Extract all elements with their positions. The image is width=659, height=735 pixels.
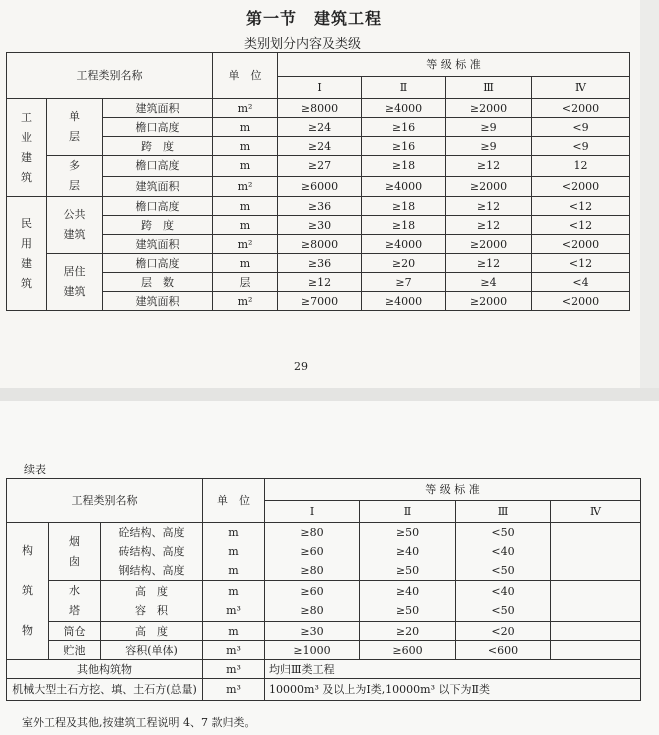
cell: <9 bbox=[532, 118, 630, 137]
cell: ≥2000 bbox=[446, 99, 532, 118]
cell: ≥2000 bbox=[446, 176, 532, 197]
book-edge bbox=[640, 0, 659, 388]
cell: <2000 bbox=[532, 235, 630, 254]
header-name: 工程类别名称 bbox=[7, 53, 213, 99]
row-unit: m bbox=[203, 622, 265, 641]
chimney-level-3: <50 <40 <50 bbox=[456, 523, 551, 581]
row-item: 建筑面积 bbox=[103, 235, 213, 254]
row-item: 檐口高度 bbox=[103, 254, 213, 273]
civil-building-label: 民 用 建 筑 bbox=[7, 197, 47, 311]
level-2: Ⅱ bbox=[362, 77, 446, 99]
header-unit: 单 位 bbox=[213, 53, 278, 99]
chimney-label: 烟 囱 bbox=[49, 523, 101, 581]
cell: ≥12 bbox=[446, 197, 532, 216]
row-unit: 层 bbox=[213, 273, 278, 292]
page-number: 29 bbox=[294, 360, 308, 373]
earthwork-rule: 10000m³ 及以上为Ⅰ类,10000m³ 以下为Ⅱ类 bbox=[265, 679, 641, 701]
cell: <2000 bbox=[532, 99, 630, 118]
row-unit: m bbox=[213, 118, 278, 137]
cell: <4 bbox=[532, 273, 630, 292]
cell: ≥16 bbox=[362, 118, 446, 137]
level-4: Ⅳ bbox=[532, 77, 630, 99]
cell: ≥12 bbox=[446, 216, 532, 235]
row-item: 檐口高度 bbox=[103, 156, 213, 177]
row-item: 层 数 bbox=[103, 273, 213, 292]
classification-table-1 bbox=[6, 52, 630, 311]
cell: ≥36 bbox=[278, 197, 362, 216]
cell: ≥9 bbox=[446, 137, 532, 156]
row-item: 高 度 bbox=[101, 622, 203, 641]
row-unit: m bbox=[213, 197, 278, 216]
tower-units: m m³ bbox=[203, 581, 265, 622]
row-unit: m bbox=[213, 254, 278, 273]
tower-level-4 bbox=[551, 581, 641, 622]
cell: ≥16 bbox=[362, 137, 446, 156]
level-4: Ⅳ bbox=[551, 501, 641, 523]
chimney-level-2: ≥50 ≥40 ≥50 bbox=[360, 523, 456, 581]
cell: <12 bbox=[532, 254, 630, 273]
chimney-units: m m m bbox=[203, 523, 265, 581]
section-title: 第一节 建筑工程 bbox=[246, 9, 383, 28]
level-2: Ⅱ bbox=[360, 501, 456, 523]
cell: ≥24 bbox=[278, 137, 362, 156]
cell: <600 bbox=[456, 641, 551, 660]
header-grade: 等 级 标 准 bbox=[278, 53, 630, 77]
chimney-level-1: ≥80 ≥60 ≥80 bbox=[265, 523, 360, 581]
row-unit: m bbox=[213, 137, 278, 156]
tower-items: 高 度 容 积 bbox=[101, 581, 203, 622]
cell: ≥1000 bbox=[265, 641, 360, 660]
industrial-building-label: 工 业 建 筑 bbox=[7, 99, 47, 197]
row-unit: m bbox=[213, 216, 278, 235]
cell: ≥24 bbox=[278, 118, 362, 137]
cell: ≥4000 bbox=[362, 292, 446, 311]
pool-label: 贮池 bbox=[49, 641, 101, 660]
earthwork-label: 机械大型土石方挖、填、土石方(总量) bbox=[7, 679, 203, 701]
cell: <12 bbox=[532, 216, 630, 235]
level-3: Ⅲ bbox=[456, 501, 551, 523]
level-3: Ⅲ bbox=[446, 77, 532, 99]
cell bbox=[551, 622, 641, 641]
header-grade: 等 级 标 准 bbox=[265, 479, 641, 501]
cell: ≥18 bbox=[362, 216, 446, 235]
cell: ≥36 bbox=[278, 254, 362, 273]
page-gap bbox=[0, 388, 659, 401]
table-subtitle: 类别划分内容及类级 bbox=[244, 37, 362, 52]
single-storey-label: 单 层 bbox=[47, 99, 103, 156]
cell: ≥4000 bbox=[362, 235, 446, 254]
header-name: 工程类别名称 bbox=[7, 479, 203, 523]
other-structures-label: 其他构筑物 bbox=[7, 660, 203, 679]
multi-storey-label: 多 层 bbox=[47, 156, 103, 197]
row-item: 容积(单体) bbox=[101, 641, 203, 660]
cell: ≥4000 bbox=[362, 176, 446, 197]
silo-label: 筒仓 bbox=[49, 622, 101, 641]
cell bbox=[551, 641, 641, 660]
cell: <9 bbox=[532, 137, 630, 156]
cell: <2000 bbox=[532, 176, 630, 197]
cell: ≥27 bbox=[278, 156, 362, 177]
row-item: 建筑面积 bbox=[103, 176, 213, 197]
row-item: 跨 度 bbox=[103, 216, 213, 235]
level-1: Ⅰ bbox=[265, 501, 360, 523]
residential-building-label: 居住 建筑 bbox=[47, 254, 103, 311]
page-continued bbox=[0, 401, 659, 735]
row-unit: m² bbox=[213, 99, 278, 118]
cell: <2000 bbox=[532, 292, 630, 311]
row-unit: m² bbox=[213, 292, 278, 311]
tower-level-2: ≥40 ≥50 bbox=[360, 581, 456, 622]
row-item: 檐口高度 bbox=[103, 118, 213, 137]
classification-table-2 bbox=[6, 478, 641, 701]
cell: ≥12 bbox=[446, 254, 532, 273]
row-unit: m bbox=[213, 156, 278, 177]
cell: ≥20 bbox=[362, 254, 446, 273]
row-item: 檐口高度 bbox=[103, 197, 213, 216]
cell: ≥8000 bbox=[278, 99, 362, 118]
water-tower-label: 水 塔 bbox=[49, 581, 101, 622]
row-unit: m² bbox=[213, 176, 278, 197]
cell: ≥18 bbox=[362, 197, 446, 216]
other-structures-rule: 均归Ⅲ类工程 bbox=[265, 660, 641, 679]
cell: ≥600 bbox=[360, 641, 456, 660]
level-1: Ⅰ bbox=[278, 77, 362, 99]
cell: 12 bbox=[532, 156, 630, 177]
tower-level-3: <40 <50 bbox=[456, 581, 551, 622]
cell: ≥8000 bbox=[278, 235, 362, 254]
footnote: 室外工程及其他,按建筑工程说明 4、7 款归类。 bbox=[22, 716, 256, 729]
cell: ≥30 bbox=[278, 216, 362, 235]
continued-label: 续表 bbox=[24, 463, 46, 476]
structures-label: 构 筑 物 bbox=[7, 523, 49, 660]
row-unit: m³ bbox=[203, 660, 265, 679]
cell: ≥6000 bbox=[278, 176, 362, 197]
header-unit: 单 位 bbox=[203, 479, 265, 523]
tower-level-1: ≥60 ≥80 bbox=[265, 581, 360, 622]
cell: ≥2000 bbox=[446, 235, 532, 254]
cell: <20 bbox=[456, 622, 551, 641]
chimney-items: 砼结构、高度 砖结构、高度 钢结构、高度 bbox=[101, 523, 203, 581]
cell: ≥12 bbox=[278, 273, 362, 292]
cell: ≥7000 bbox=[278, 292, 362, 311]
cell: ≥20 bbox=[360, 622, 456, 641]
row-item: 建筑面积 bbox=[103, 99, 213, 118]
cell: ≥7 bbox=[362, 273, 446, 292]
public-building-label: 公共 建筑 bbox=[47, 197, 103, 254]
cell: ≥30 bbox=[265, 622, 360, 641]
row-item: 建筑面积 bbox=[103, 292, 213, 311]
cell: ≥2000 bbox=[446, 292, 532, 311]
cell: ≥4 bbox=[446, 273, 532, 292]
cell: ≥18 bbox=[362, 156, 446, 177]
cell: ≥12 bbox=[446, 156, 532, 177]
cell: <12 bbox=[532, 197, 630, 216]
row-unit: m³ bbox=[203, 679, 265, 701]
cell: ≥4000 bbox=[362, 99, 446, 118]
row-item: 跨 度 bbox=[103, 137, 213, 156]
cell: ≥9 bbox=[446, 118, 532, 137]
row-unit: m³ bbox=[203, 641, 265, 660]
row-unit: m² bbox=[213, 235, 278, 254]
chimney-level-4 bbox=[551, 523, 641, 581]
